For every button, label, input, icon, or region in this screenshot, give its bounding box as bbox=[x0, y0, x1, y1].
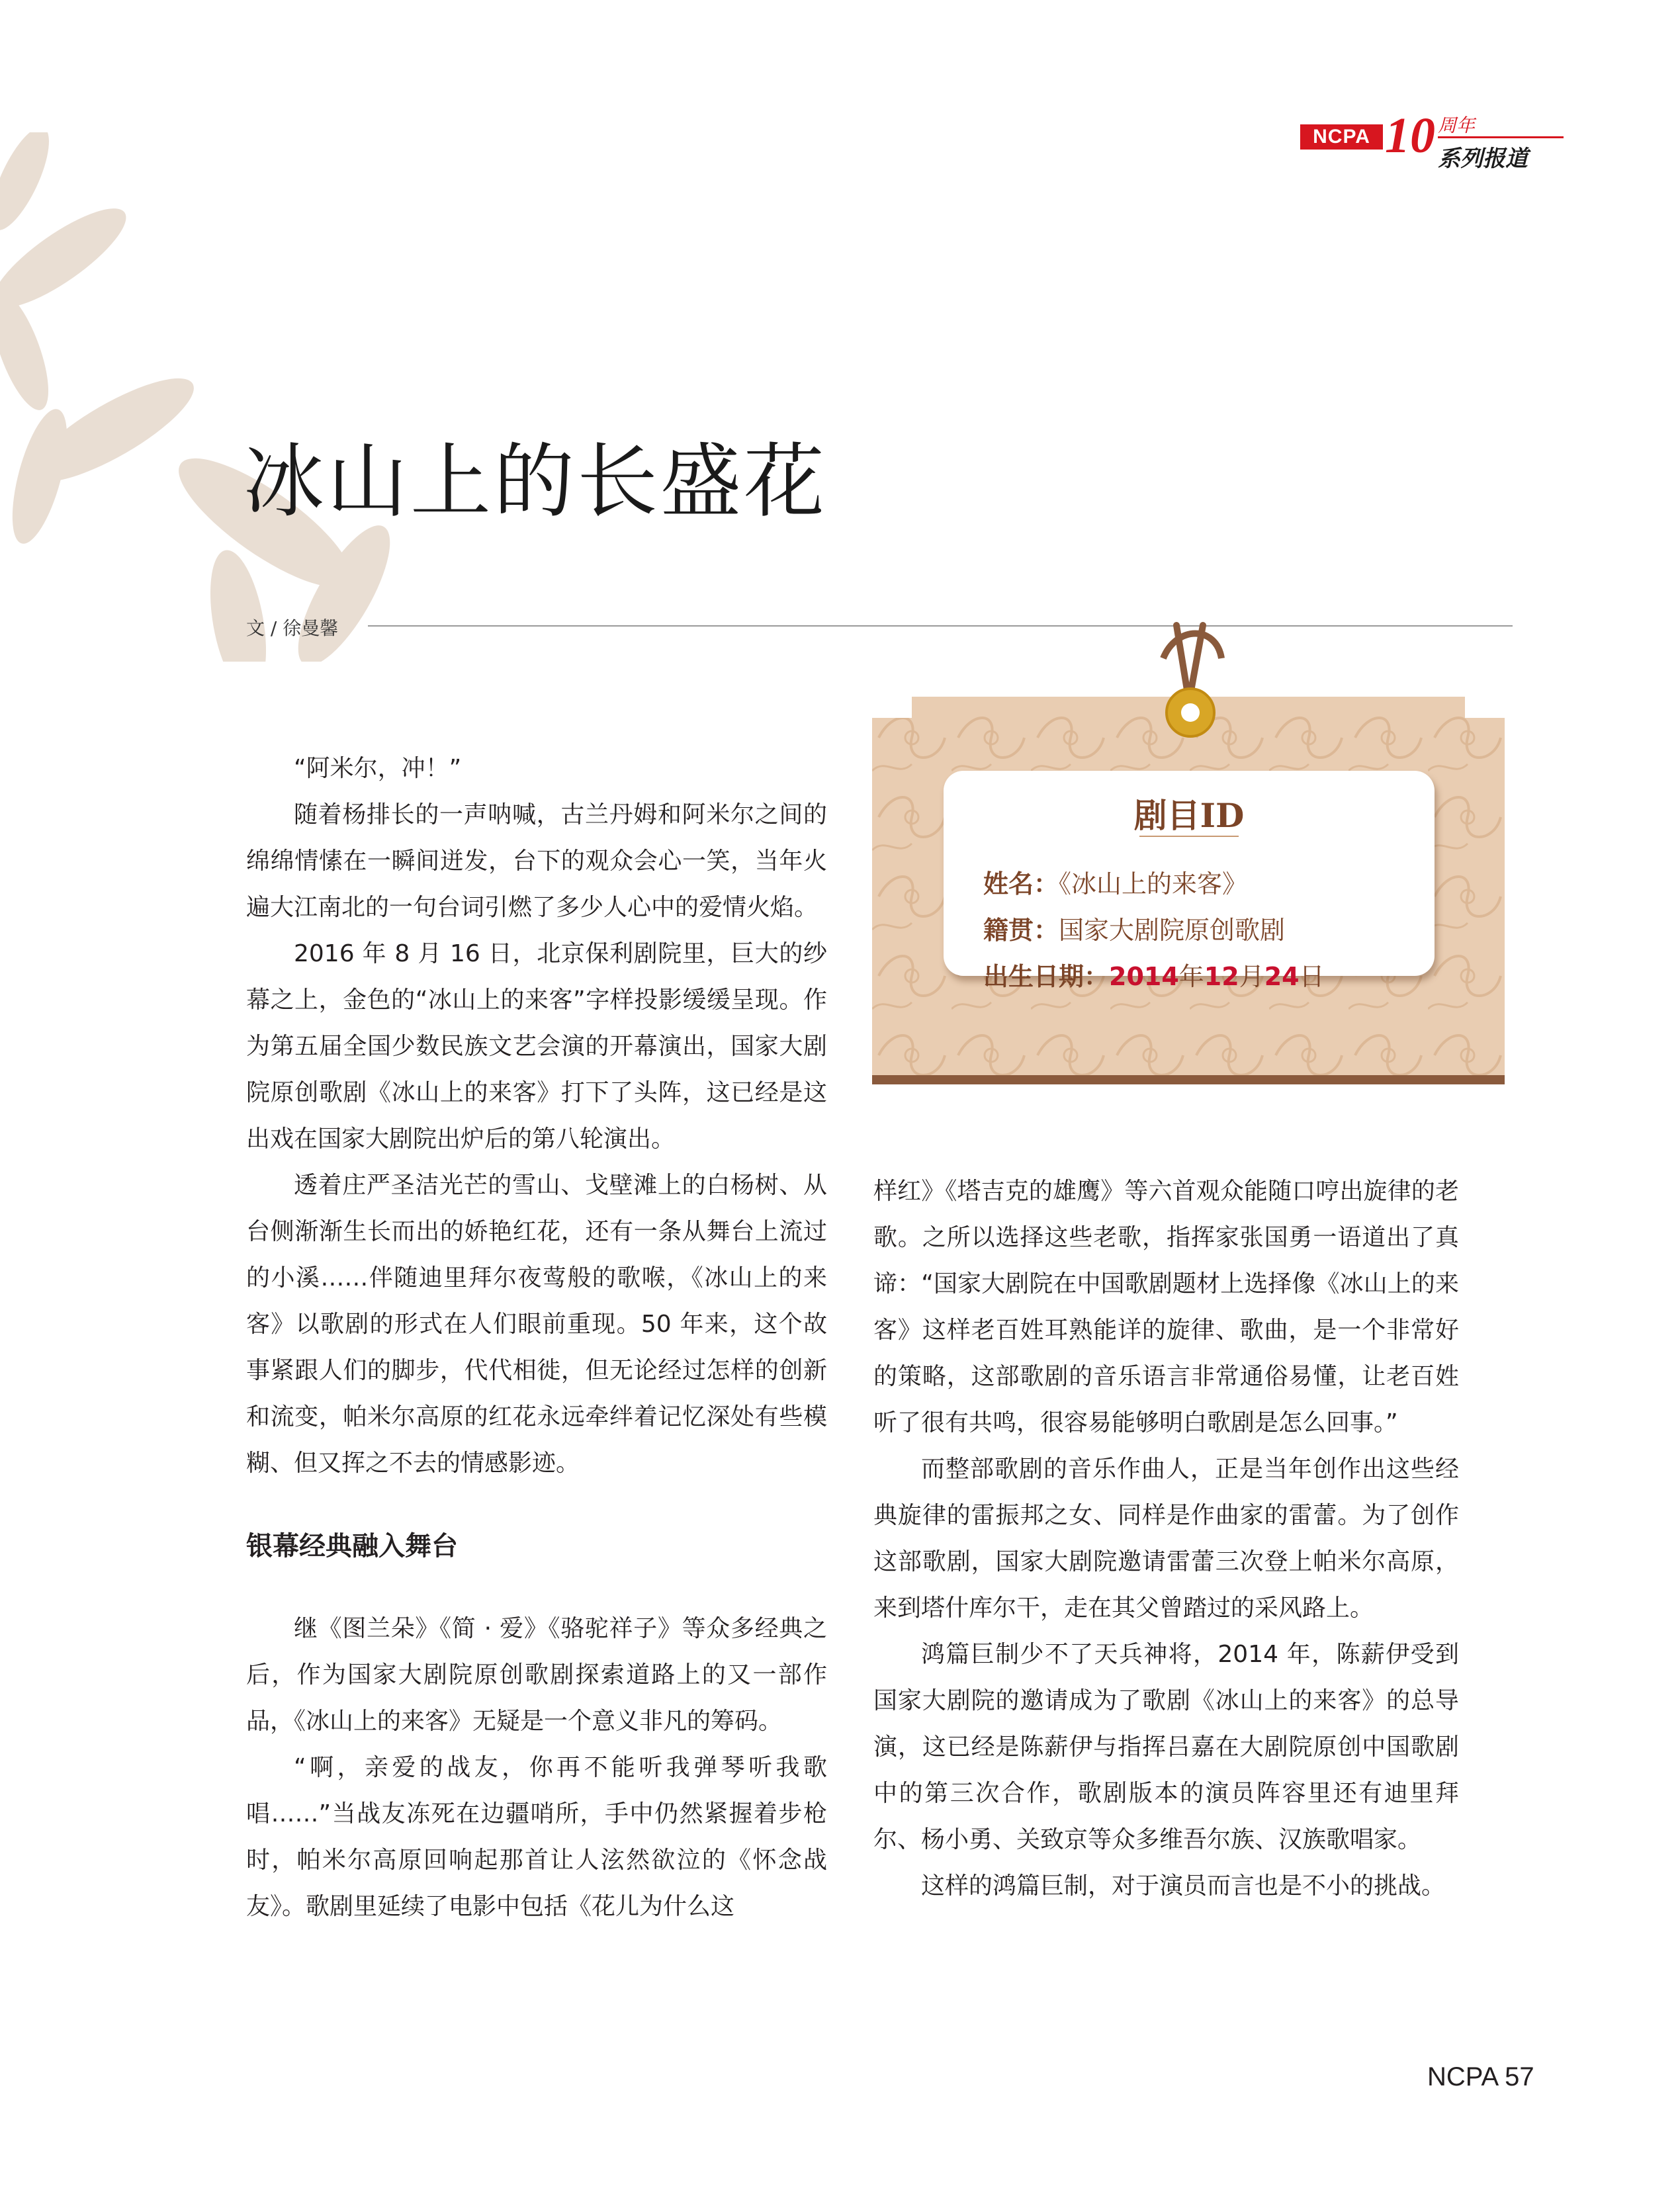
byline: 文 / 徐曼馨 bbox=[246, 617, 339, 639]
birth-day-unit: 日 bbox=[1299, 962, 1325, 991]
right-column bbox=[873, 1168, 1459, 1909]
card-title: 剧目ID bbox=[1133, 796, 1245, 835]
birth-label: 出生日期： bbox=[983, 962, 1110, 991]
logo-ten: 10 bbox=[1385, 108, 1435, 163]
birth-month-unit: 月 bbox=[1239, 962, 1264, 991]
series-logo bbox=[1300, 106, 1565, 172]
birth-year: 2014 bbox=[1109, 962, 1179, 991]
decorative-leaves bbox=[0, 132, 476, 662]
origin-value: 国家大剧院原创歌剧 bbox=[1059, 916, 1286, 945]
left-column bbox=[246, 746, 827, 1930]
logo-anniversary: 周年 bbox=[1438, 114, 1476, 136]
paragraph: 而整部歌剧的音乐作曲人，正是当年创作出这些经典旋律的雷振邦之女、同样是作曲家的雷蕾。为了创作这部歌剧，国家大剧院邀请雷蕾三次登上帕米尔高原，来到塔什库尔干，走在其父曾踏过的采风路上。 bbox=[873, 1456, 1459, 1622]
paragraph: 2016 年 8 月 16 日，北京保利剧院里，巨大的纱幕之上，金色的“冰山上的来客”字样投影缓缓呈现。作为第五届全国少数民族文艺会演的开幕演出，国家大剧院原创歌剧《冰山上的来客》打下了头阵，这已经是这出戏在国家大剧院出炉后的第八轮演出。 bbox=[246, 940, 827, 1153]
paragraph: 样红》《塔吉克的雄鹰》等六首观众能随口哼出旋律的老歌。之所以选择这些老歌，指挥家张国勇一语道出了真谛：“国家大剧院在中国歌剧题材上选择像《冰山上的来客》这样老百姓耳熟能详的旋律、歌曲，是一个非常好的策略，这部歌剧的音乐语言非常通俗易懂，让老百姓听了很有共鸣，很容易能够明白歌剧是怎么回事。” bbox=[873, 1178, 1459, 1436]
card-row-birth bbox=[983, 956, 1325, 992]
birth-day: 24 bbox=[1264, 962, 1300, 991]
name-label: 姓名： bbox=[983, 869, 1059, 898]
section-heading: 银幕经典融入舞台 bbox=[246, 1531, 458, 1561]
paragraph: 这样的鸿篇巨制，对于演员而言也是不小的挑战。 bbox=[921, 1872, 1446, 1900]
paragraph: 继《图兰朵》《简 · 爱》《骆驼祥子》等众多经典之后，作为国家大剧院原创歌剧探索道路上的又一部作品，《冰山上的来客》无疑是一个意义非凡的筹码。 bbox=[246, 1615, 827, 1735]
paragraph: 鸿篇巨制少不了天兵神将，2014 年，陈薪伊受到国家大剧院的邀请成为了歌剧《冰山上的来客》的总导演，这已经是陈薪伊与指挥吕嘉在大剧院原创中国歌剧中的第三次合作，歌剧版本的演员阵容里还有迪里拜尔、杨小勇、关致京等众多维吾尔族、汉族歌唱家。 bbox=[873, 1641, 1459, 1853]
play-id-card bbox=[872, 619, 1505, 1090]
name-value: 《冰山上的来客》 bbox=[1059, 869, 1248, 898]
card-row-origin bbox=[983, 910, 1285, 946]
paragraph: 随着杨排长的一声呐喊，古兰丹姆和阿米尔之间的绵绵情愫在一瞬间迸发，台下的观众会心一笑，当年火遍大江南北的一句台词引燃了多少人心中的爱情火焰。 bbox=[246, 801, 827, 921]
card-row-name bbox=[983, 863, 1247, 900]
paragraph: “啊，亲爱的战友，你再不能听我弹琴听我歌唱……”当战友冻死在边疆哨所，手中仍然紧握着步枪时，帕米尔高原回响起那首让人泫然欲泣的《怀念战友》。歌剧里延续了电影中包括《花儿为什么这 bbox=[246, 1754, 827, 1920]
logo-series-text: 系列报道 bbox=[1438, 146, 1528, 172]
card-info-panel bbox=[944, 771, 1435, 991]
birth-month: 12 bbox=[1204, 962, 1239, 991]
article-title: 冰山上的长盛花 bbox=[243, 435, 827, 529]
birth-year-unit: 年 bbox=[1178, 962, 1204, 991]
paragraph: 透着庄严圣洁光芒的雪山、戈壁滩上的白杨树、从台侧渐渐生长而出的娇艳红花，还有一条从舞台上流过的小溪……伴随迪里拜尔夜莺般的歌喉，《冰山上的来客》以歌剧的形式在人们眼前重现。50 年来，这个故事紧跟人们的脚步，代代相徙，但无论经过怎样的创新和流变，帕米尔高原的红花永远牵绊着记忆深处有些模糊、但又挥之不去的情感影迹。 bbox=[246, 1172, 827, 1477]
paragraph: “阿米尔，冲！” bbox=[294, 755, 462, 782]
origin-label: 籍贯： bbox=[983, 916, 1059, 945]
card-title-underline bbox=[1139, 836, 1239, 837]
page-folio: NCPA 57 bbox=[1427, 2062, 1534, 2091]
logo-rule bbox=[1438, 136, 1564, 138]
logo-ncpa-badge: NCPA bbox=[1300, 124, 1383, 150]
